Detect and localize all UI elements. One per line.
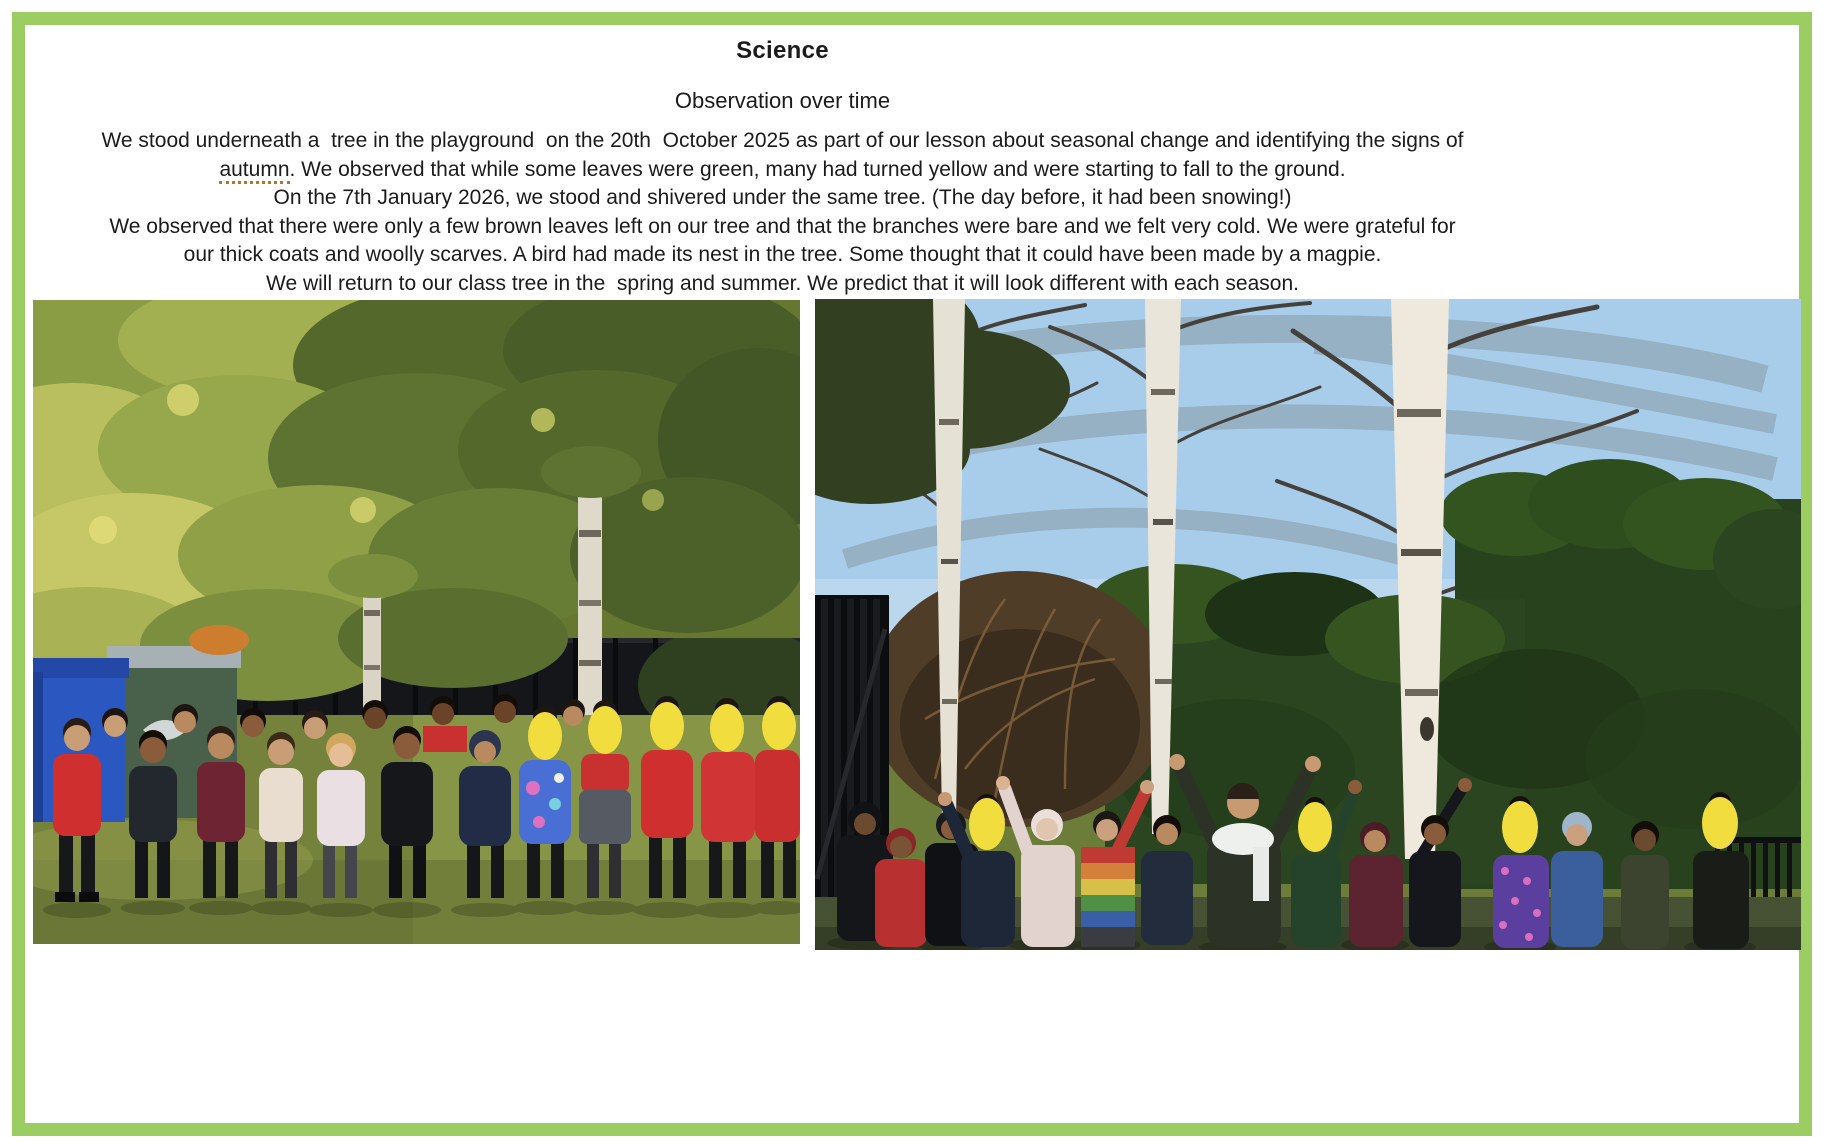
text-column — [25, 0, 1540, 298]
paragraph-line-3: On the 7th January 2026, we stood and shivered under the same tree. (The day before, it had been snowing!) — [273, 186, 1292, 209]
paragraph-line-1: We stood underneath a tree in the playground on the 20th October 2025 as part of our lesson about seasonal change and identifying the signs of — [101, 129, 1464, 152]
page-subtitle: Observation over time — [674, 88, 891, 113]
winter-photo-illustration — [815, 299, 1801, 950]
paragraph-line-4: We observed that there were only a few brown leaves left on our tree and that the branches were bare and we felt very cold. We were grateful for — [109, 214, 1456, 238]
paragraph-line-2 — [25, 156, 1540, 185]
autumn-photo-illustration — [33, 300, 800, 944]
misspelled-word-autumn: autumn — [219, 158, 289, 184]
paragraph-line-6: We will return to our class tree in the spring and summer. We predict that it will look different with each season. — [266, 271, 1299, 295]
paragraph-line-2-rest: . We observed that while some leaves were green, many had turned yellow and were starting to fall to the ground. — [289, 157, 1346, 181]
page-title: Science — [736, 37, 829, 64]
paragraph-line-5: our thick coats and woolly scarves. A bird had made its nest in the tree. Some thought that it could have been made by a magpie. — [183, 243, 1382, 266]
observation-paragraph — [25, 127, 1540, 298]
brown-bush — [868, 571, 1172, 827]
autumn-photo — [33, 300, 800, 944]
winter-photo — [815, 299, 1801, 950]
